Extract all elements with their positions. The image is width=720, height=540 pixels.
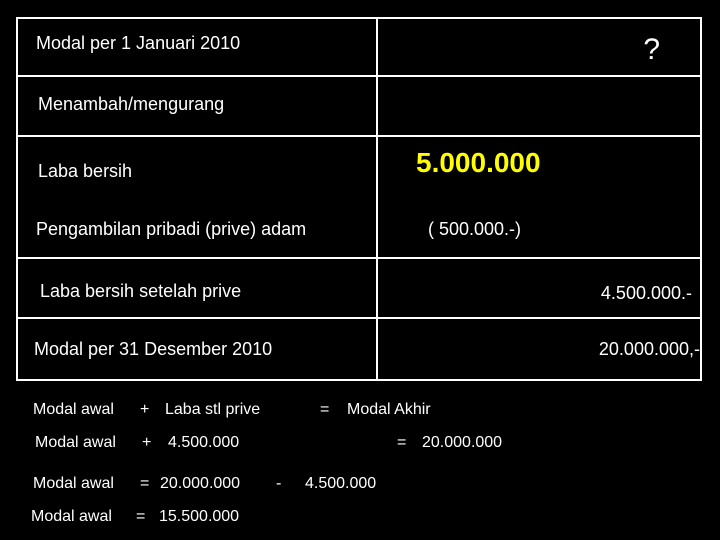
calc1-term-a: Modal awal (33, 401, 114, 418)
calc4-term-a: Modal awal (31, 508, 112, 525)
row3-label: Laba bersih (38, 161, 133, 181)
row5-label: Laba bersih setelah prive (40, 281, 242, 301)
row6-label: Modal per 31 Desember 2010 (34, 339, 273, 359)
calc2-term-b: 4.500.000 (168, 434, 240, 451)
calc4-op-equals: = (136, 508, 146, 525)
row2-label: Menambah/mengurang (38, 94, 225, 114)
calc1-result: Modal Akhir (347, 401, 431, 418)
row6-value-cell (378, 319, 700, 379)
calc4-result: 15.500.000 (159, 508, 240, 525)
calc1-op-equals: = (320, 401, 330, 418)
calc1-term-b: Laba stl prive (165, 401, 261, 418)
row5-label-cell (18, 259, 376, 317)
row1-value: ? (643, 33, 660, 66)
calc1-op-plus: + (140, 401, 150, 418)
calc3-term-b: 20.000.000 (160, 475, 241, 492)
row3-value: 5.000.000 (416, 147, 541, 178)
calc3-op-minus: - (276, 475, 282, 492)
row3-label-cell (18, 137, 376, 257)
row1-label: Modal per 1 Januari 2010 (36, 33, 241, 53)
row2-label-cell (18, 77, 376, 135)
capital-statement-table (16, 17, 702, 381)
row3-value-cell (378, 137, 700, 257)
calc2-result: 20.000.000 (422, 434, 503, 451)
row5-value: 4.500.000.- (600, 283, 692, 303)
calc2-term-a: Modal awal (35, 434, 116, 451)
row6-label-cell (18, 319, 376, 379)
row6-value: 20.000.000,- (598, 339, 700, 359)
row4-value: ( 500.000.-) (428, 219, 522, 239)
row1-label-cell (18, 19, 376, 75)
calc3-op-equals: = (140, 475, 150, 492)
row5-value-cell (378, 259, 700, 317)
calc3-term-c: 4.500.000 (305, 475, 377, 492)
calc2-op-equals: = (397, 434, 407, 451)
row2-value-cell (378, 77, 700, 135)
calc3-term-a: Modal awal (33, 475, 114, 492)
row1-value-cell (378, 19, 700, 75)
calc2-op-plus: + (142, 434, 152, 451)
row4-label: Pengambilan pribadi (prive) adam (36, 219, 307, 239)
